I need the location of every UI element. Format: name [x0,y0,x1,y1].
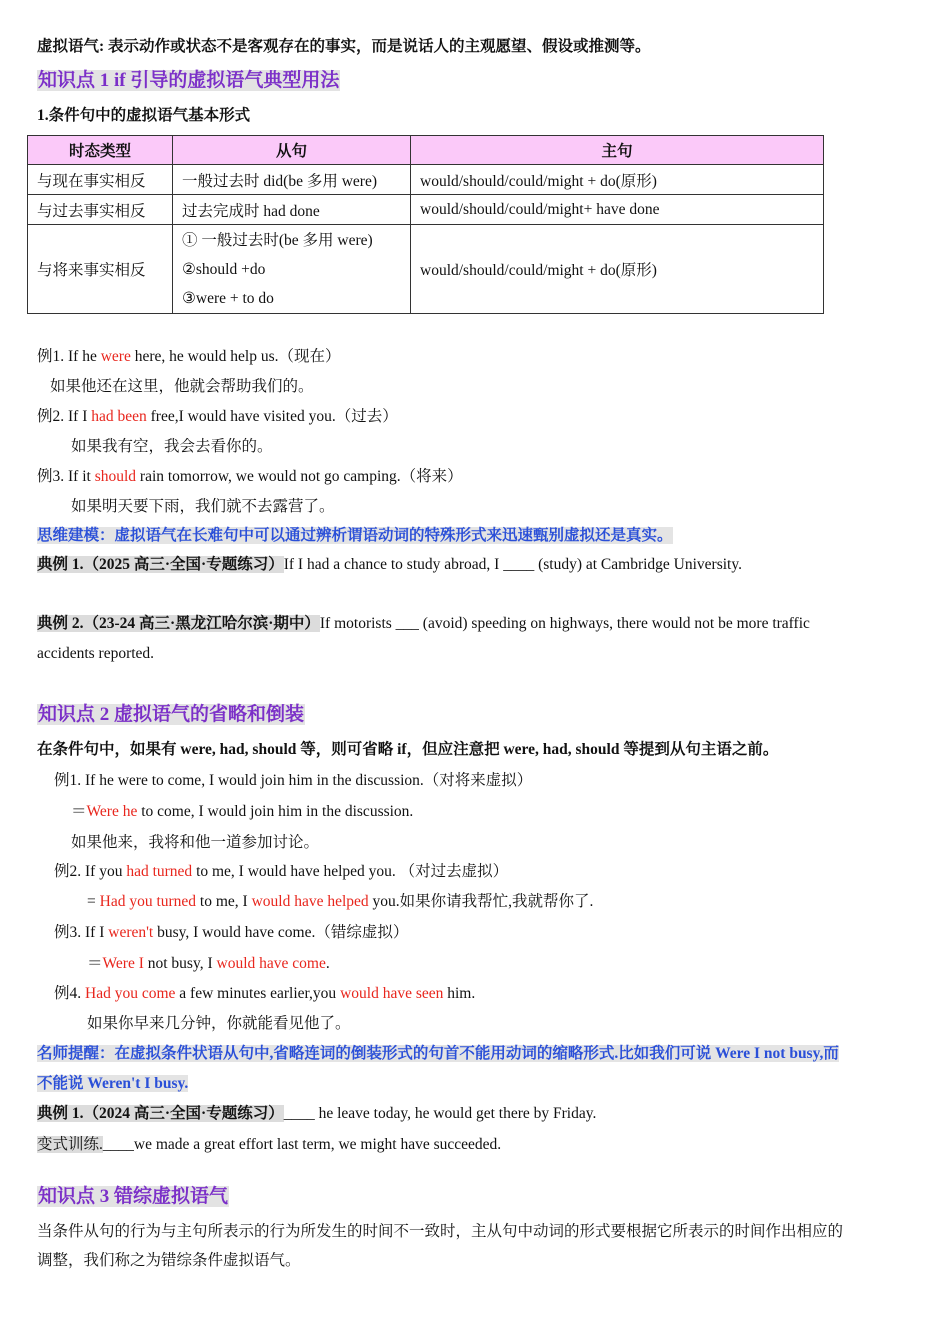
mixed-subjunctive-explanation-cont: 调整，我们称之为错综条件虚拟语气。 [37,1252,301,1269]
section-heading-kp1: 知识点 1 if 引导的虚拟语气典型用法 [38,70,340,91]
clause-option: ②should +do [182,260,266,278]
inversion-example-3: 例3. If I weren't busy, I would have come.（错综虚拟） [54,924,409,941]
example-2-translation: 如果我有空，我会去看你的。 [71,438,273,455]
omission-rule: 在条件句中，如果有 were, had, should 等，则可省略 if，但应注意把 were, had, should 等提到从句主语之前。 [37,741,779,758]
inversion-example-1-translation: 如果他来，我将和他一道参加讨论。 [71,834,320,851]
inversion-example-3b: ＝Were I not busy, I would have come. [87,955,330,972]
table-header-cell: 主句 [411,136,824,165]
variant-exercise: 变式训练.____we made a great effort last term, we might have succeeded. [37,1136,502,1153]
inversion-example-2b: = Had you turned to me, I would have helped you.如果你请我帮忙,我就帮你了. [87,893,594,910]
table-cell [173,225,411,314]
table-cell: 与现在事实相反 [28,165,173,195]
table-cell: 与将来事实相反 [28,225,173,314]
example-3: 例3. If it should rain tomorrow, we would not go camping.（将来） [37,468,463,485]
table-header-cell: 从句 [173,136,411,165]
typical-example-1: 典例 1.（2025 高三·全国·专题练习）If I had a chance to study abroad, I ____ (study) at Cambridge University. [37,556,742,573]
table-cell: 过去完成时 had done [173,195,411,225]
section-heading-kp3: 知识点 3 错综虚拟语气 [38,1186,229,1207]
typical-example-2: 典例 2.（23-24 高三·黑龙江哈尔滨·期中）If motorists ___ (avoid) speeding on highways, there would not be more traffic [37,615,810,632]
inversion-example-4-translation: 如果你早来几分钟，你就能看见他了。 [87,1015,351,1032]
table-row [28,195,824,225]
clause-option: ① 一般过去时(be 多用 were) [182,231,373,249]
table-cell: would/should/could/might + do(原形) [411,165,824,195]
example-1-translation: 如果他还在这里，他就会帮助我们的。 [50,378,314,395]
example-2: 例2. If I had been free,I would have visited you.（过去） [37,408,398,425]
table-row [28,225,824,314]
typical-example-3: 典例 1.（2024 高三·全国·专题练习）____ he leave today, he would get there by Friday. [37,1105,597,1122]
mixed-subjunctive-explanation: 当条件从句的行为与主句所表示的行为所发生的时间不一致时，主从句中动词的形式要根据它所表示的时间作出相应的 [37,1223,844,1240]
table-header-row [28,136,824,165]
typical-example-2-cont: accidents reported. [37,645,155,662]
table-cell: 与过去事实相反 [28,195,173,225]
subjunctive-forms-table [27,135,824,314]
table-cell: 一般过去时 did(be 多用 were) [173,165,411,195]
teacher-tip-cont: 不能说 Weren't I busy. [37,1075,189,1092]
model-tip: 思维建模：虚拟语气在长难句中可以通过辨析谓语动词的特殊形式来迅速甄别虚拟还是真实。 [37,527,673,544]
table-cell: would/should/could/might+ have done [411,195,824,225]
inversion-example-2: 例2. If you had turned to me, I would have helped you. （对过去虚拟） [54,863,509,880]
inversion-example-1b: ＝Were he to come, I would join him in the discussion. [71,803,414,820]
example-3-translation: 如果明天要下雨，我们就不去露营了。 [71,498,335,515]
table-row [28,165,824,195]
example-1: 例1. If he were here, he would help us.（现在） [37,348,341,365]
teacher-tip: 名师提醒：在虚拟条件状语从句中,省略连词的倒装形式的句首不能用动词的缩略形式.比如我们可说 Were I not busy,而 [37,1045,839,1062]
section-heading-kp2: 知识点 2 虚拟语气的省略和倒装 [38,704,305,725]
section-subtitle: 1.条件句中的虚拟语气基本形式 [37,107,251,124]
table-header-cell: 时态类型 [28,136,173,165]
intro-definition: 虚拟语气: 表示动作或状态不是客观存在的事实，而是说话人的主观愿望、假设或推测等。 [37,38,651,55]
inversion-example-4: 例4. Had you come a few minutes earlier,you would have seen him. [54,985,476,1002]
clause-option: ③were + to do [182,289,274,307]
table-cell: would/should/could/might + do(原形) [411,225,824,314]
inversion-example-1: 例1. If he were to come, I would join him in the discussion.（对将来虚拟） [54,772,533,789]
